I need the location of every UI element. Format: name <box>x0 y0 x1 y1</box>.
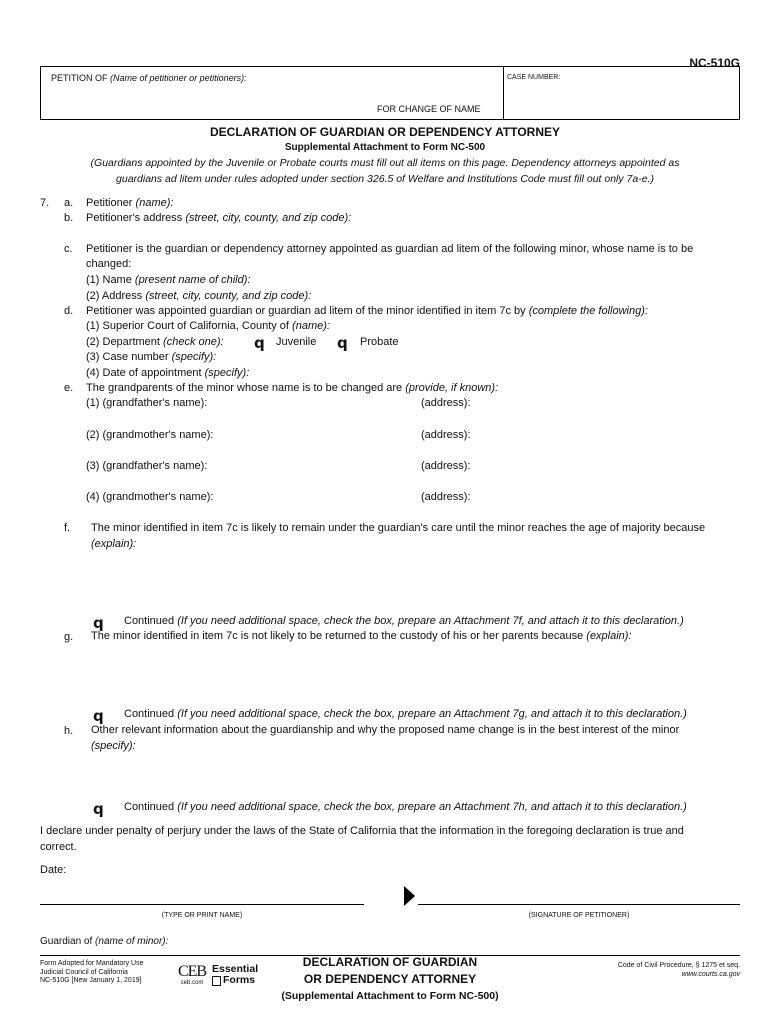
item-f-continued-label: Continued <box>124 615 175 627</box>
footer-right-1: Code of Civil Procedure, § 1275 et seq. <box>617 962 740 969</box>
item-a[interactable] <box>86 197 173 210</box>
petition-of-label: PETITION OF <box>51 73 108 83</box>
forms-logo-text: Forms <box>223 974 256 986</box>
type-name-label: (TYPE OR PRINT NAME) <box>161 912 243 919</box>
grandfather-2-name[interactable]: (3) (grandfather's name): <box>86 460 208 472</box>
item-g[interactable] <box>91 630 632 643</box>
item-f-hint[interactable]: (explain): <box>91 538 137 550</box>
declaration-line-2: correct. <box>40 841 77 853</box>
guardian-of-label: Guardian of <box>40 936 93 947</box>
item-d4[interactable] <box>86 367 249 380</box>
footer-title-2: OR DEPENDENCY ATTORNEY <box>303 972 477 986</box>
item-g-continued-label: Continued <box>124 708 175 720</box>
item-e-letter: e. <box>64 382 74 394</box>
item-d1[interactable] <box>86 320 330 333</box>
probate-label: Probate <box>360 336 399 348</box>
item-f-continued <box>124 615 684 628</box>
probate-checkbox[interactable]: q <box>337 334 348 352</box>
item-h-continued-label: Continued <box>124 801 175 813</box>
item-d3-hint: (specify): <box>171 351 217 363</box>
item-h-hint[interactable]: (specify): <box>91 740 136 752</box>
item-a-hint: (name): <box>135 197 174 209</box>
item-b[interactable] <box>86 212 351 225</box>
item-b-hint: (street, city, county, and zip code): <box>185 212 352 224</box>
item-c1[interactable] <box>86 274 250 287</box>
guardian-of-hint: (name of minor): <box>95 936 169 947</box>
item-d-text: Petitioner was appointed guardian or guardian ad litem of the minor identified in item 7c by <box>86 305 526 317</box>
item-d2 <box>86 336 224 349</box>
item-f-text: The minor identified in item 7c is likely to remain under the guardian's care until the minor reaches the age of majority because <box>91 522 706 534</box>
juvenile-checkbox[interactable]: q <box>254 334 265 352</box>
item-a-text: Petitioner <box>86 197 133 209</box>
item-a-letter: a. <box>64 197 74 209</box>
signature-arrow-icon <box>404 886 415 906</box>
item-c-letter: c. <box>64 243 73 255</box>
juvenile-label: Juvenile <box>276 336 317 348</box>
item-c2-hint: (street, city, county, and zip code): <box>145 290 312 302</box>
item-d-letter: d. <box>64 305 74 317</box>
item-f-letter: f. <box>64 522 71 534</box>
footer-left-3: NC-510G [New January 1, 2019] <box>40 977 142 984</box>
guardian-of-field[interactable] <box>40 935 168 948</box>
petition-of-hint: (Name of petitioner or petitioners): <box>110 73 247 83</box>
essential-forms-logo <box>212 964 258 986</box>
signature-label: (SIGNATURE OF PETITIONER) <box>528 912 630 919</box>
footer-right <box>618 961 740 979</box>
item-b-letter: b. <box>64 212 74 224</box>
date-field[interactable]: Date: <box>40 864 67 876</box>
header-box <box>40 66 740 120</box>
declaration-line-1: I declare under penalty of perjury under the laws of the State of California that the information in the foregoing declaration is true and <box>40 825 684 837</box>
grandmother-1-address[interactable]: (address): <box>421 429 471 441</box>
grandmother-1-name[interactable]: (2) (grandmother's name): <box>86 429 214 441</box>
form-id: NC-510G <box>689 56 740 70</box>
forms-logo-icon <box>212 976 221 986</box>
item-f-continued-hint: (If you need additional space, check the box, prepare an Attachment 7f, and attach it to this declaration.) <box>177 615 684 627</box>
essential-logo-text: Essential <box>212 963 259 975</box>
item-c2[interactable] <box>86 290 311 303</box>
grandfather-1-address[interactable]: (address): <box>421 397 471 409</box>
item-e-hint: (provide, if known): <box>405 382 499 394</box>
item-f-continued-checkbox[interactable]: q <box>93 614 104 632</box>
item-g-letter: g. <box>64 631 74 643</box>
signature-line[interactable] <box>418 904 740 905</box>
item-h-continued-hint: (If you need additional space, check the box, prepare an Attachment 7h, and attach it to this declaration.) <box>177 801 687 813</box>
item-number: 7. <box>40 197 50 209</box>
item-d <box>86 305 648 318</box>
footer-left-1: Form Adopted for Mandatory Use <box>40 960 144 967</box>
item-e <box>86 382 498 395</box>
name-line[interactable] <box>40 904 364 905</box>
footer-left-2: Judicial Council of California <box>40 968 128 976</box>
item-d2-text: (2) Department <box>86 336 160 348</box>
grandmother-2-address[interactable]: (address): <box>421 491 471 503</box>
instructions-line-2: guardians ad litem under rules adopted under section 326.5 of Welfare and Institutions Code must fill out only 7a-e.) <box>116 173 654 185</box>
for-change-of-name: FOR CHANGE OF NAME <box>377 104 481 114</box>
item-c-line-1: Petitioner is the guardian or dependency attorney appointed as guardian ad litem of the following minor, whose name is to be <box>86 243 694 255</box>
case-number-field[interactable] <box>507 74 560 81</box>
item-c1-text: (1) Name <box>86 274 132 286</box>
item-d4-hint: (specify): <box>204 367 250 379</box>
item-h-continued <box>124 801 687 814</box>
item-h-continued-checkbox[interactable]: q <box>93 800 104 818</box>
item-c2-text: (2) Address <box>86 290 143 302</box>
item-h-letter: h. <box>64 725 74 737</box>
footer-right-2[interactable]: www.courts.ca.gov <box>681 971 740 978</box>
item-d3-text: (3) Case number <box>86 351 169 363</box>
item-g-hint: (explain): <box>586 630 632 642</box>
item-d1-hint: (name): <box>292 320 330 332</box>
grandfather-1-name[interactable]: (1) (grandfather's name): <box>86 397 208 409</box>
case-number-label: CASE NUMBER: <box>507 74 561 81</box>
footer-title-3: (Supplemental Attachment to Form NC-500) <box>281 990 499 1002</box>
item-d-hint: (complete the following): <box>528 305 648 317</box>
petition-of-field[interactable] <box>51 73 247 83</box>
item-d2-hint: (check one): <box>163 336 224 348</box>
footer-title-1: DECLARATION OF GUARDIAN <box>302 955 478 969</box>
grandmother-2-name[interactable]: (4) (grandmother's name): <box>86 491 214 503</box>
item-c1-hint: (present name of child): <box>134 274 251 286</box>
ceb-logo <box>176 964 208 987</box>
item-b-text: Petitioner's address <box>86 212 183 224</box>
item-g-text: The minor identified in item 7c is not likely to be returned to the custody of his or her parents because <box>91 630 584 642</box>
item-g-continued <box>124 708 687 721</box>
item-c-line-2: changed: <box>86 258 132 270</box>
instructions-line-1: (Guardians appointed by the Juvenile or Probate courts must fill out all items on this page. Dependency attorneys appointed as <box>90 157 680 169</box>
item-g-continued-checkbox[interactable]: q <box>93 707 104 725</box>
item-d1-text: (1) Superior Court of California, County of <box>86 320 289 332</box>
ceb-logo-text: CEB <box>177 963 207 980</box>
item-d3[interactable] <box>86 351 216 364</box>
item-g-continued-hint: (If you need additional space, check the box, prepare an Attachment 7g, and attach it to this declaration.) <box>177 708 687 720</box>
document-subtitle: Supplemental Attachment to Form NC-500 <box>284 142 486 153</box>
grandfather-2-address[interactable]: (address): <box>421 460 471 472</box>
item-d4-text: (4) Date of appointment <box>86 367 202 379</box>
item-e-text: The grandparents of the minor whose name is to be changed are <box>86 382 403 394</box>
document-title: DECLARATION OF GUARDIAN OR DEPENDENCY ATTORNEY <box>209 125 560 139</box>
ceb-logo-sub: ceb.com <box>180 980 204 986</box>
footer-left <box>40 960 144 986</box>
item-h-text: Other relevant information about the guardianship and why the proposed name change is in the best interest of the minor <box>91 724 680 736</box>
